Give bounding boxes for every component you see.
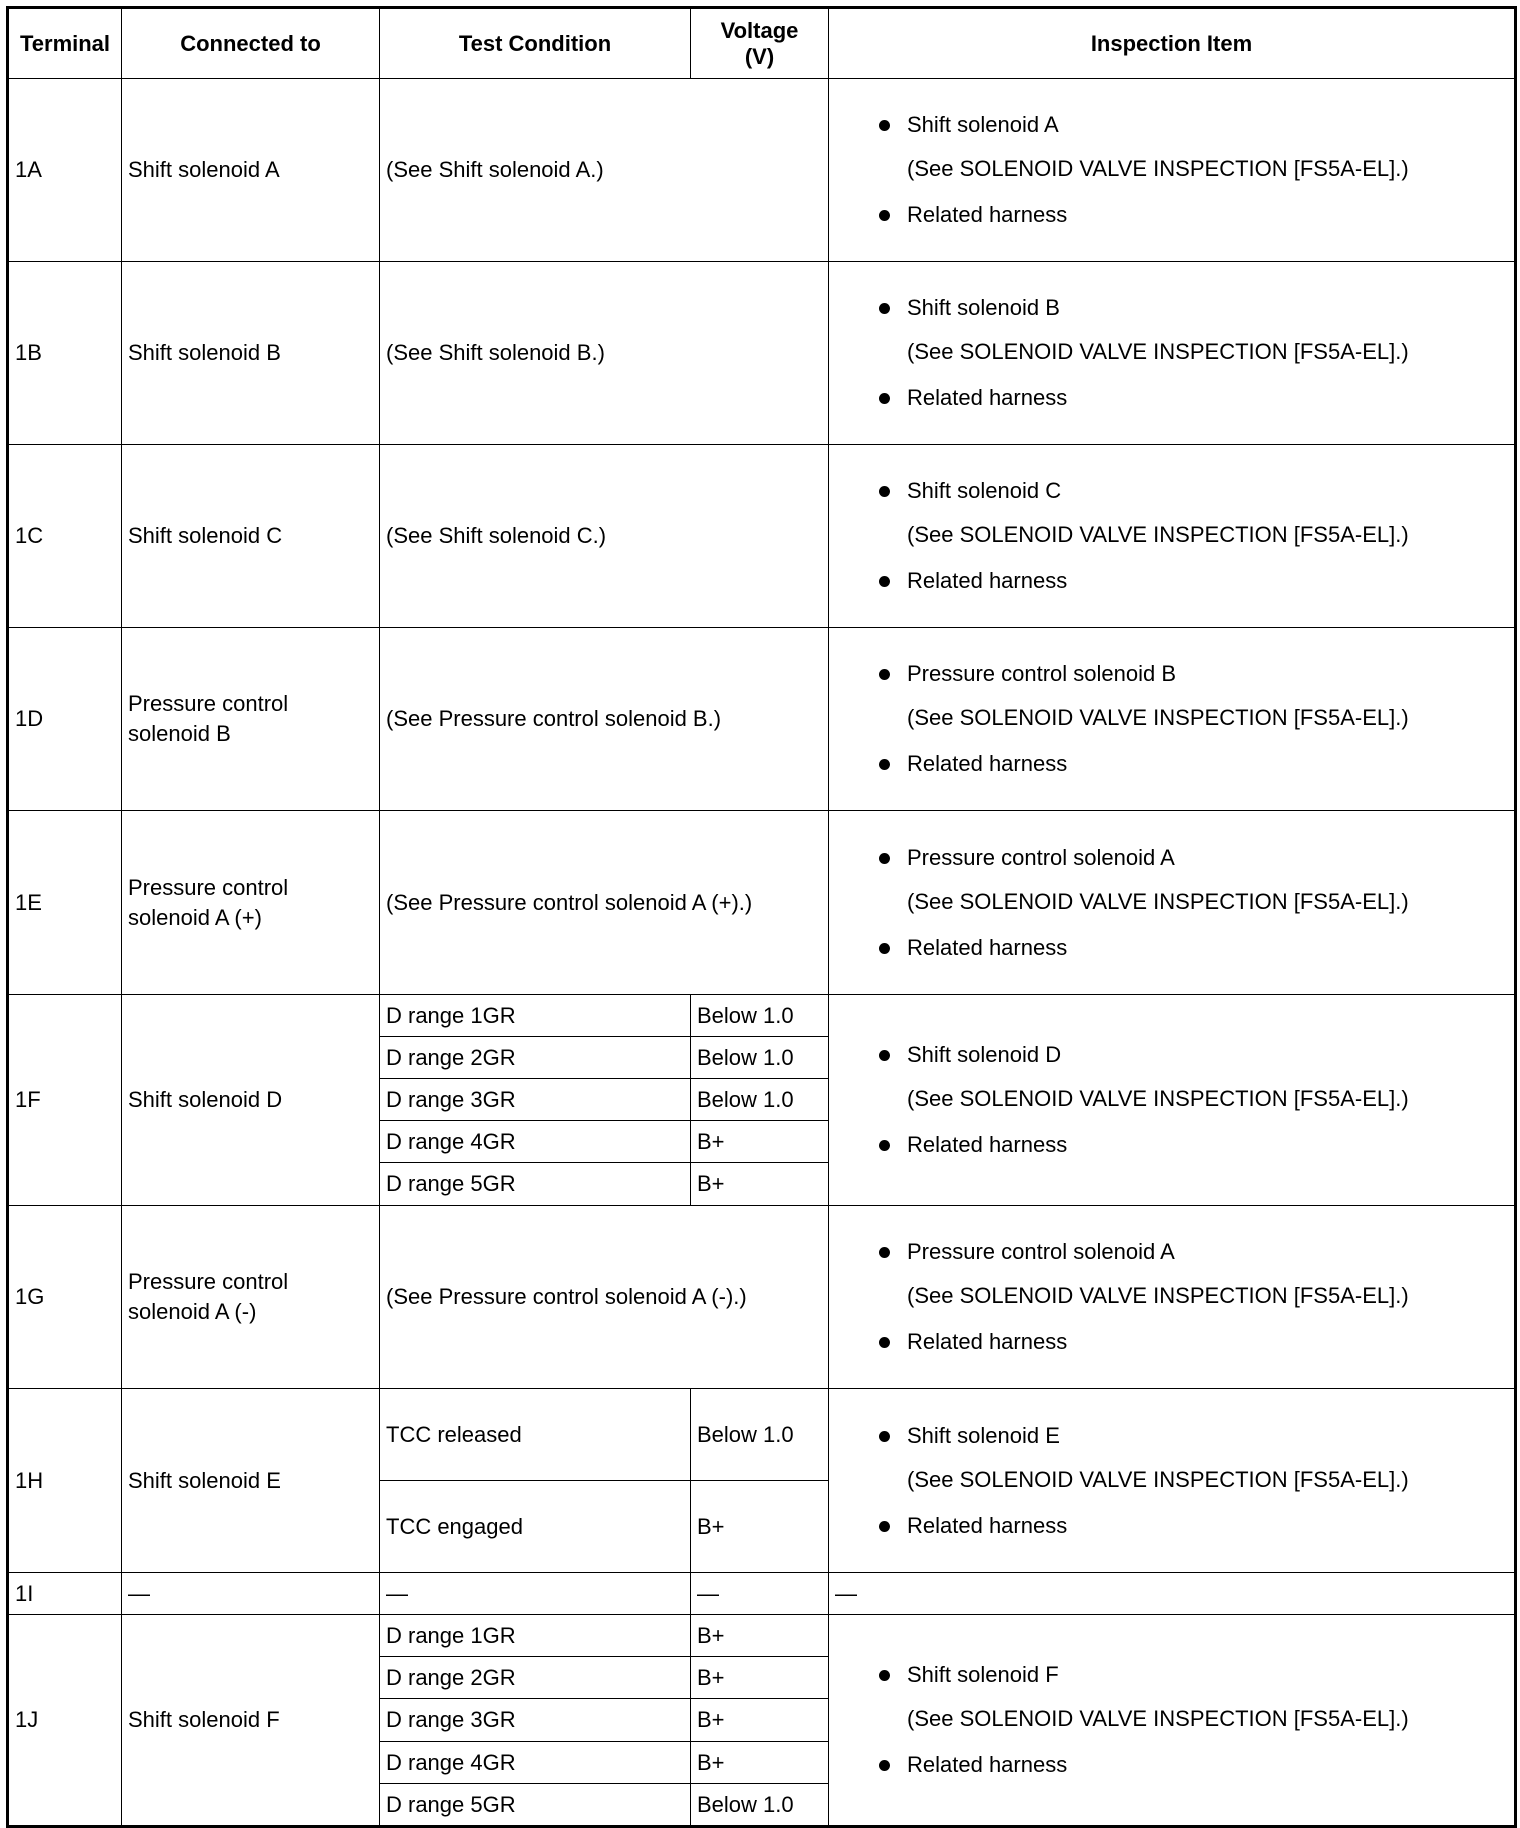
bullet-item: Shift solenoid A [877,110,1508,140]
condition-cell: TCC released [380,1389,691,1481]
voltage-cell: Below 1.0 [691,1037,829,1079]
inspection-reference: (See SOLENOID VALVE INSPECTION [FS5A-EL].) [907,705,1409,730]
terminal-cell: 1F [8,995,122,1206]
voltage-cell: B+ [691,1163,829,1206]
inspection-cell [829,79,1516,262]
inspection-cell [829,1615,1516,1827]
table-row [8,1573,1516,1615]
voltage-cell: B+ [691,1742,829,1784]
condition-cell: D range 4GR [380,1742,691,1784]
connected-cell: Shift solenoid C [122,445,380,628]
header-test-condition: Test Condition [380,8,691,79]
inspection-reference: (See SOLENOID VALVE INSPECTION [FS5A-EL].) [907,1466,1409,1492]
condition-cell: D range 5GR [380,1163,691,1206]
voltage-cell: Below 1.0 [691,1784,829,1827]
terminal-cell: 1A [8,79,122,262]
bullet-harness: Related harness [877,1130,1508,1160]
connected-cell: Pressure control solenoid A (+) [122,811,380,995]
voltage-cell: Below 1.0 [691,995,829,1037]
condition-cell: D range 1GR [380,995,691,1037]
connected-cell: Shift solenoid F [122,1615,380,1827]
bullet-item: Shift solenoid B [877,293,1508,323]
voltage-cell: Below 1.0 [691,1389,829,1481]
connected-cell: Pressure control solenoid B [122,628,380,811]
bullet-item: Shift solenoid F [877,1660,1508,1690]
condition-cell: (See Pressure control solenoid A (-).) [380,1206,829,1389]
connected-cell: Shift solenoid E [122,1389,380,1573]
table-row [8,995,1516,1037]
voltage-cell: B+ [691,1121,829,1163]
inspection-reference: (See SOLENOID VALVE INSPECTION [FS5A-EL].) [907,888,1409,914]
header-terminal: Terminal [8,8,122,79]
condition-cell: D range 1GR [380,1615,691,1657]
connected-cell: Shift solenoid A [122,79,380,262]
voltage-cell: Below 1.0 [691,1079,829,1121]
voltage-cell: B+ [691,1699,829,1742]
inspection-cell [829,445,1516,628]
bullet-harness: Related harness [877,1750,1508,1780]
terminal-cell: 1I [8,1573,122,1615]
inspection-reference: (See SOLENOID VALVE INSPECTION [FS5A-EL].) [907,1283,1409,1308]
inspection-cell: — [829,1573,1516,1615]
inspection-reference: (See SOLENOID VALVE INSPECTION [FS5A-EL].) [907,1086,1409,1111]
condition-cell: (See Shift solenoid A.) [380,79,829,262]
inspection-cell [829,1389,1516,1573]
bullet-item: Shift solenoid C [877,476,1508,506]
bullet-item: Pressure control solenoid A [877,1237,1508,1267]
voltage-cell: B+ [691,1481,829,1573]
table-row [8,1389,1516,1481]
inspection-cell [829,628,1516,811]
bullet-item: Shift solenoid E [877,1421,1508,1451]
connected-cell: Shift solenoid D [122,995,380,1206]
bullet-harness: Related harness [877,749,1508,779]
voltage-cell: B+ [691,1657,829,1699]
condition-cell: D range 2GR [380,1037,691,1079]
bullet-harness: Related harness [877,200,1508,230]
terminal-cell: 1E [8,811,122,995]
connected-cell: — [122,1573,380,1615]
table-row [8,628,1516,811]
header-connected-to: Connected to [122,8,380,79]
inspection-cell [829,995,1516,1206]
voltage-cell: — [691,1573,829,1615]
condition-cell: D range 3GR [380,1079,691,1121]
connected-cell: Pressure control solenoid A (-) [122,1206,380,1389]
bullet-item: Pressure control solenoid A [877,843,1508,873]
bullet-harness: Related harness [877,383,1508,413]
table-row [8,1206,1516,1389]
condition-cell: TCC engaged [380,1481,691,1573]
table-row [8,79,1516,262]
condition-cell: D range 4GR [380,1121,691,1163]
bullet-harness: Related harness [877,1511,1508,1541]
terminal-cell: 1D [8,628,122,811]
table-row [8,811,1516,995]
condition-cell: — [380,1573,691,1615]
inspection-reference: (See SOLENOID VALVE INSPECTION [FS5A-EL].) [907,522,1409,547]
inspection-cell [829,262,1516,445]
header-inspection-item: Inspection Item [829,8,1516,79]
condition-cell: (See Pressure control solenoid B.) [380,628,829,811]
bullet-item: Shift solenoid D [877,1040,1508,1070]
voltage-cell: B+ [691,1615,829,1657]
table-row [8,1615,1516,1657]
header-row [8,8,1516,79]
inspection-reference: (See SOLENOID VALVE INSPECTION [FS5A-EL].) [907,339,1409,364]
inspection-reference: (See SOLENOID VALVE INSPECTION [FS5A-EL].) [907,1706,1409,1731]
terminal-cell: 1J [8,1615,122,1827]
terminal-cell: 1B [8,262,122,445]
connected-cell: Shift solenoid B [122,262,380,445]
bullet-harness: Related harness [877,1327,1508,1357]
bullet-item: Pressure control solenoid B [877,659,1508,689]
condition-cell: D range 5GR [380,1784,691,1827]
inspection-cell [829,811,1516,995]
terminal-voltage-table [6,6,1517,1828]
inspection-cell [829,1206,1516,1389]
condition-cell: (See Shift solenoid B.) [380,262,829,445]
table-row [8,262,1516,445]
table-row [8,445,1516,628]
condition-cell: D range 2GR [380,1657,691,1699]
terminal-cell: 1H [8,1389,122,1573]
terminal-cell: 1C [8,445,122,628]
header-voltage: Voltage (V) [691,8,829,79]
bullet-harness: Related harness [877,566,1508,596]
bullet-harness: Related harness [877,933,1508,963]
terminal-cell: 1G [8,1206,122,1389]
condition-cell: (See Shift solenoid C.) [380,445,829,628]
condition-cell: (See Pressure control solenoid A (+).) [380,811,829,995]
condition-cell: D range 3GR [380,1699,691,1742]
inspection-reference: (See SOLENOID VALVE INSPECTION [FS5A-EL].) [907,156,1409,181]
